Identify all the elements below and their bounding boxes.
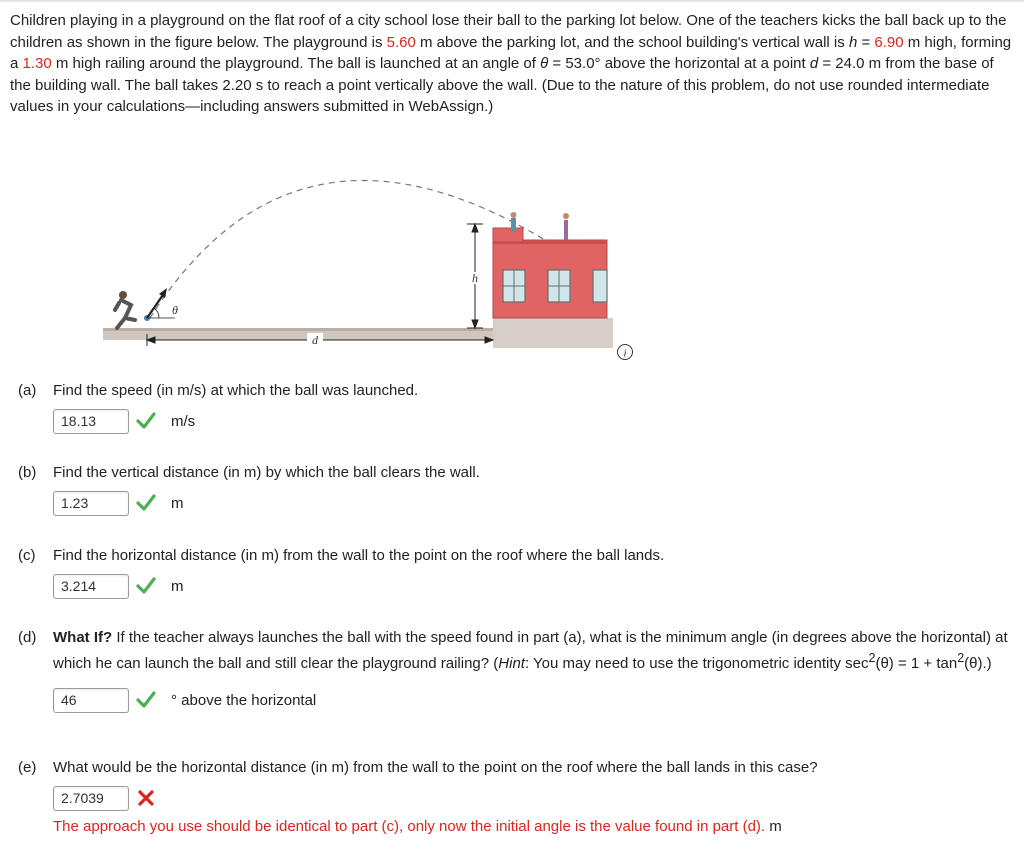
top-divider: [0, 0, 1024, 2]
answer-input-e[interactable]: 2.7039: [53, 786, 129, 811]
part-label: (a): [18, 382, 37, 399]
checkmark-icon: [135, 689, 157, 711]
parking-lot-ground: [103, 330, 493, 340]
railing: [493, 228, 523, 242]
theta-label: θ: [172, 303, 178, 317]
question-text: What would be the horizontal distance (in m) from the wall to the point on the roof where the ball lands in this case?: [53, 759, 818, 776]
question-text: Find the speed (in m/s) at which the ball was launched.: [53, 382, 419, 399]
svg-text:i: i: [623, 347, 627, 360]
problem-statement: Children playing in a playground on the flat roof of a city school lose their ball to the parking lot below. One of the teachers kicks the ball back up to the children as shown in the figure below. The playground is 5.60 m above the parking lot, and the school building's vertical wall is h = 6.90 m high, forming a 1.30 m high railing around the playground. The ball is launched at an angle of θ = 53.0° above the horizontal at a point d = 24.0 m from the base of the building wall. The ball takes 2.20 s to reach a point vertically above the wall. (Due to the nature of this problem, do not use rounded intermediate values in your calculations—including answers submitted in WebAssign.): [10, 12, 1012, 115]
building-base-ground: [493, 318, 613, 348]
question-text: What If? If the teacher always launches the ball with the speed found in part (a), what is the minimum angle (in degrees above the horizontal) at which he can launch the ball and still clear the playground railing? (Hint: You may need to use the trigonometric identity $\sec^2(\theta) = 1 + \tan^2(\theta)$.): [53, 629, 1008, 672]
d-label: d: [312, 333, 318, 347]
unit-label: m: [769, 818, 782, 835]
part-a: [18, 380, 1008, 435]
h-label: h: [472, 271, 478, 285]
part-label: (b): [18, 464, 37, 481]
launch-arrow: [147, 288, 175, 318]
checkmark-icon: [135, 410, 157, 432]
what-if-label: What If?: [53, 629, 113, 646]
part-label: (c): [18, 547, 36, 564]
unit-label: m: [171, 494, 184, 512]
answer-input-c[interactable]: 3.214: [53, 574, 129, 599]
question-text: Find the horizontal distance (in m) from the wall to the point on the roof where the ball lands.: [53, 547, 665, 564]
x-mark-icon: [135, 787, 157, 809]
part-e: [18, 757, 1008, 835]
answer-input-a[interactable]: 18.13: [53, 409, 129, 434]
part-label: (e): [18, 759, 37, 776]
question-text: Find the vertical distance (in m) by which the ball clears the wall.: [53, 464, 480, 481]
problem-figure: [95, 140, 655, 370]
unit-label: m: [171, 577, 184, 595]
answer-input-d[interactable]: 46: [53, 688, 129, 713]
unit-label: m/s: [171, 412, 196, 430]
part-d: [18, 627, 1008, 714]
feedback-message: The approach you use should be identical to part (c), only now the initial angle is the value found in part (d). m: [53, 818, 782, 835]
checkmark-icon: [135, 575, 157, 597]
teacher-figure: [115, 291, 150, 328]
info-icon: [618, 345, 633, 360]
ball-trajectory: [150, 180, 545, 318]
answer-input-b[interactable]: 1.23: [53, 491, 129, 516]
part-label: (d): [18, 629, 37, 646]
unit-label: ° above the horizontal: [171, 691, 317, 709]
part-c: [18, 545, 1008, 600]
part-b: [18, 462, 1008, 517]
checkmark-icon: [135, 492, 157, 514]
